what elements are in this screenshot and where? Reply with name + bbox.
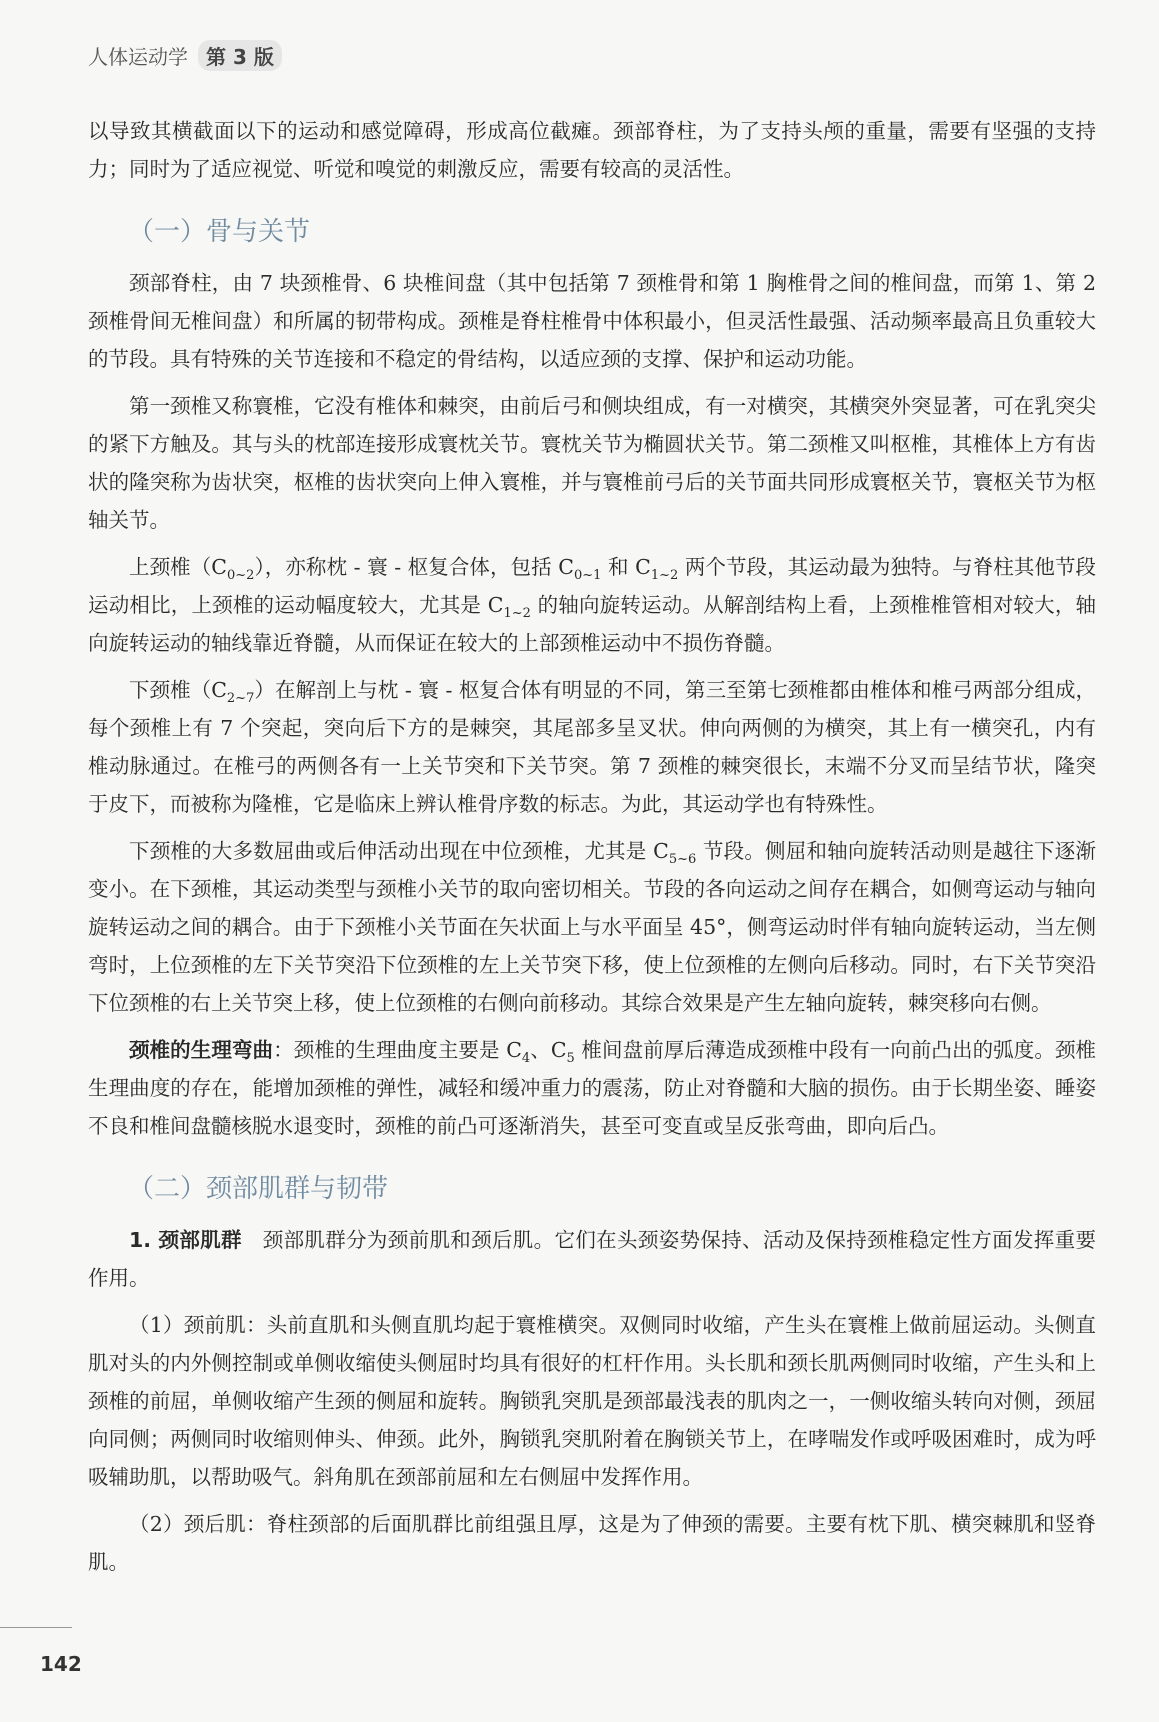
page-body (88, 112, 1096, 1590)
running-header (88, 40, 282, 71)
section-heading-bones-joints: （一）骨与关节 (128, 217, 311, 247)
page-number: 142 (40, 1652, 82, 1676)
book-title: 人体运动学 (88, 45, 188, 69)
edition-badge: 第 3 版 (198, 40, 282, 71)
footer-rule (0, 1627, 72, 1628)
paragraph-lower-cervical-motion: 下颈椎的大多数屈曲或后伸活动出现在中位颈椎，尤其是 $C_{5\sim 6}$ 节段。侧屈和轴向旋转活动则是越往下逐渐变小。在下颈椎，其运动类型与颈椎小关节的取向密切相关。节段的各向运动之间存在耦合，如侧弯运动与轴向旋转运动之间的耦合。由于下颈椎小关节面在矢状面上与水平面呈 45°，侧弯运动时伴有轴向旋转运动，当左侧弯时，上位颈椎的左下关节突沿下位颈椎的左上关节突下移，使上位颈椎的左侧向后移动。同时，右下关节突沿下位颈椎的右上关节突上移，使上位颈椎的右侧向前移动。其综合效果是产生左轴向旋转，棘突移向右侧。 (88, 839, 1096, 1015)
section-heading-muscles-ligaments: （二）颈部肌群与韧带 (128, 1174, 389, 1204)
paragraph-posterior-muscles: （2）颈后肌：脊柱颈部的后面肌群比前组强且厚，这是为了伸颈的需要。主要有枕下肌、横突棘肌和竖脊肌。 (88, 1512, 1096, 1574)
paragraph-atlas-axis: 第一颈椎又称寰椎，它没有椎体和棘突，由前后弓和侧块组成，有一对横突，其横突外突显著，可在乳突尖的紧下方触及。其与头的枕部连接形成寰枕关节。寰枕关节为椭圆状关节。第二颈椎又叫枢椎，其椎体上方有齿状的隆突称为齿状突，枢椎的齿状突向上伸入寰椎，并与寰椎前弓后的关节面共同形成寰枢关节，寰枢关节为枢轴关节。 (88, 394, 1096, 532)
paragraph-upper-cervical: 上颈椎$(C_{0\sim 2})$，亦称枕 - 寰 - 枢复合体，包括 $C_{0\sim 1}$ 和 $C_{1\sim 2}$ 两个节段，其运动最为独特。与脊柱其他节段运动相比，上颈椎的运动幅度较大，尤其是 $C_{1\sim 2}$ 的轴向旋转运动。从解剖结构上看，上颈椎椎管相对较大，轴向旋转运动的轴线靠近脊髓，从而保证在较大的上部颈椎运动中不损伤脊髓。 (88, 555, 1097, 655)
paragraph-lower-cervical: 下颈椎$(C_{2\sim 7})$在解剖上与枕 - 寰 - 枢复合体有明显的不同，第三至第七颈椎都由椎体和椎弓两部分组成，每个颈椎上有 7 个突起，突向后下方的是棘突，其尾部多呈叉状。伸向两侧的为横突，其上有一横突孔，内有椎动脉通过。在椎弓的两侧各有一上关节突和下关节突。第 7 颈椎的棘突很长，末端不分叉而呈结节状，隆突于皮下，而被称为隆椎，它是临床上辨认椎骨序数的标志。为此，其运动学也有特殊性。 (88, 678, 1097, 816)
paragraph-cervical-spine: 颈部脊柱，由 7 块颈椎骨、6 块椎间盘（其中包括第 7 颈椎骨和第 1 胸椎骨之间的椎间盘，而第 1、第 2 颈椎骨间无椎间盘）和所属的韧带构成。颈椎是脊柱椎骨中体积最小，但灵活性最强、活动频率最高且负重较大的节段。具有特殊的关节连接和不稳定的骨结构，以适应颈的支撑、保护和运动功能。 (88, 271, 1096, 371)
paragraph-neck-muscles: 1. 颈部肌群 颈部肌群分为颈前肌和颈后肌。它们在头颈姿势保持、活动及保持颈椎稳定性方面发挥重要作用。 (88, 1228, 1096, 1290)
paragraph-continued: 以导致其横截面以下的运动和感觉障碍，形成高位截瘫。颈部脊柱，为了支持头颅的重量，需要有坚强的支持力；同时为了适应视觉、听觉和嗅觉的刺激反应，需要有较高的灵活性。 (88, 119, 1096, 181)
paragraph-physiological-curve: 颈椎的生理弯曲：颈椎的生理曲度主要是 $C_4$、$C_5$ 椎间盘前厚后薄造成颈椎中段有一向前凸出的弧度。颈椎生理曲度的存在，能增加颈椎的弹性，减轻和缓冲重力的震荡，防止对脊髓和大脑的损伤。由于长期坐姿、睡姿不良和椎间盘髓核脱水退变时，颈椎的前凸可逐渐消失，甚至可变直或呈反张弯曲，即向后凸。 (88, 1038, 1097, 1138)
paragraph-anterior-muscles: （1）颈前肌：头前直肌和头侧直肌均起于寰椎横突。双侧同时收缩，产生头在寰椎上做前屈运动。头侧直肌对头的内外侧控制或单侧收缩使头侧屈时均具有很好的杠杆作用。头长肌和颈长肌两侧同时收缩，产生头和上颈椎的前屈，单侧收缩产生颈的侧屈和旋转。胸锁乳突肌是颈部最浅表的肌肉之一，一侧收缩头转向对侧，颈屈向同侧；两侧同时收缩则伸头、伸颈。此外，胸锁乳突肌附着在胸锁关节上，在哮喘发作或呼吸困难时，成为呼吸辅助肌，以帮助吸气。斜角肌在颈部前屈和左右侧屈中发挥作用。 (88, 1313, 1096, 1489)
